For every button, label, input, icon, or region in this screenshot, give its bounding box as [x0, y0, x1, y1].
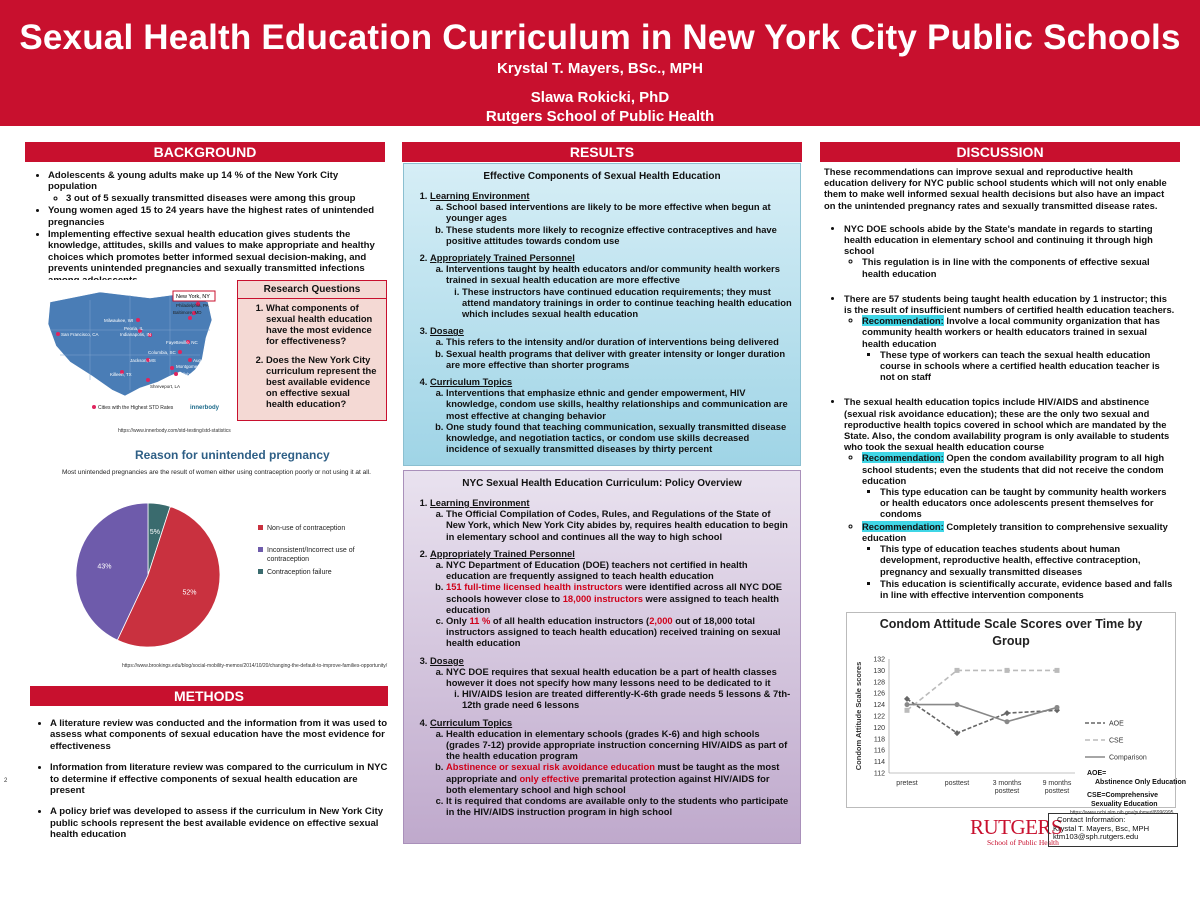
- legend-swatch: [258, 569, 263, 574]
- page-number: 2: [4, 778, 8, 784]
- map-city-label: Jackson, MS: [130, 358, 156, 363]
- research-title: Research Questions: [263, 284, 361, 295]
- research-questions-box: [237, 280, 387, 421]
- x-tick-label: 9 months: [1042, 780, 1072, 787]
- highlight-text: Abstinence or sexual risk avoidance education: [446, 761, 655, 773]
- y-tick-label: 122: [873, 713, 885, 721]
- pie-legend-label: Non-use of contraception: [267, 525, 346, 532]
- chart-note: AOE=: [1087, 770, 1107, 777]
- map-city-label: Peoria, IL: [124, 326, 144, 331]
- discussion-bullet: There are 57 students being taught health education by 1 instructor; this is the result of insufficient numbers of certified health education teachers.: [844, 292, 1175, 316]
- map-city-label: Philadelphia, PA: [176, 303, 209, 308]
- pie-chart: [30, 485, 390, 655]
- policy-text: out of 18,000 total instructors assigned to teach health education) received training on sexual health education: [446, 615, 781, 649]
- policy-text: were assigned to teach health education: [446, 592, 779, 615]
- discussion-detail: ▪ This education is scientifically accurate, evidence based and falls in line with effective intervention components: [880, 578, 1176, 600]
- highlight-text: 11 %: [469, 615, 491, 627]
- rutgers-logo-sub: School of Public Health: [987, 838, 1059, 847]
- effective-topic: Appropriately Trained Personnel: [430, 252, 575, 264]
- recommendation-label: Recommendation:: [862, 315, 944, 327]
- line-series-comparison: [907, 705, 1057, 722]
- highlight-text: 18,000 instructors: [562, 592, 643, 604]
- line-chart-title: Condom Attitude Scale Scores over Time by Group: [879, 617, 1143, 648]
- policy-topic: Learning Environment: [430, 497, 530, 508]
- discussion-text: [824, 166, 1176, 601]
- policy-text: premarital protection against HIV/AIDS for both elementary school and high school: [446, 772, 770, 795]
- us-map-graphic: [30, 280, 230, 428]
- x-tick-label: posttest: [994, 788, 1020, 795]
- x-tick-label: 3 months: [992, 780, 1022, 787]
- chart-note: Sexuality Education: [1091, 801, 1158, 808]
- y-tick-label: 128: [873, 679, 885, 687]
- effective-topic: Learning Environment: [430, 190, 530, 201]
- effective-topic: Dosage: [430, 325, 464, 337]
- background-bullet: • Young women aged 15 to 24 years have the highest rates of unintended pregnancies: [48, 205, 388, 228]
- map-city-label: Indianapolis, IN: [120, 332, 152, 337]
- x-tick-label: posttest: [1044, 788, 1070, 795]
- line-point: [955, 668, 960, 673]
- line-point: [1005, 719, 1010, 724]
- policy-item: [446, 581, 792, 615]
- policy-text: must be taught as the most appropriate and: [446, 761, 780, 784]
- legend-swatch: [258, 547, 263, 552]
- methods-text: [30, 718, 390, 842]
- author-2: Slawa Rokicki, PhD: [530, 89, 670, 106]
- effective-title: Effective Components of Sexual Health Education: [483, 171, 721, 182]
- discussion-sub-bullet: Involve a local community organization that has community health workers or health educators trained in sexual health education: [862, 315, 1160, 349]
- methods-bullet: • Information from literature review was compared to the curriculum in NYC to determine if effective components of sexual health education are present: [50, 762, 390, 796]
- map-legend: Cities with the Highest STD Rates: [98, 405, 174, 411]
- line-legend-label: AOE: [1109, 720, 1124, 728]
- discussion-sub-bullet: ◦ This regulation is in line with the components of effective sexual health education: [862, 256, 1176, 278]
- contact-name: Krystal T. Mayers, Bsc, MPH: [1053, 823, 1150, 833]
- policy-topic: Dosage: [430, 654, 464, 666]
- background-heading: BACKGROUND: [25, 142, 385, 162]
- map-city-label: Baltimore, MD: [173, 310, 202, 315]
- discussion-sub-bullet: Completely transition to comprehensive sexuality education: [862, 520, 1168, 543]
- y-axis-label: Condom Attitude Scale scores: [854, 661, 863, 771]
- rutgers-logo: RUTGERS: [970, 815, 1063, 839]
- pie-legend-label: Inconsistent/Incorrect use of: [267, 547, 355, 554]
- background-text: [28, 170, 388, 287]
- results-heading: RESULTS: [402, 142, 802, 162]
- recommendation-label: Recommendation:: [862, 520, 944, 532]
- effective-item: a. School based interventions are likely to be more effective when begun at younger ages: [446, 201, 792, 223]
- line-point: [1055, 705, 1060, 710]
- line-point: [905, 708, 910, 713]
- line-chart: [847, 651, 1187, 808]
- y-tick-label: 130: [873, 667, 885, 675]
- y-tick-label: 118: [873, 736, 885, 744]
- pie-legend-label: contraception: [267, 556, 310, 563]
- line-legend-label: Comparison: [1109, 754, 1147, 762]
- effective-item: b. One study found that teaching communication, sexually transmitted disease knowledge, and negotiation tactics, or condom use skills decreased incidence of sexually transmitted diseases by thirty percent: [446, 421, 792, 455]
- std-map: [30, 280, 230, 428]
- map-city-label: Shreveport, LA: [150, 384, 181, 389]
- policy-item: c. It is required that condoms are available only to the students who participate in the HIV/AIDS instruction program in high school: [446, 795, 792, 817]
- background-bullet: • Implementing effective sexual health education gives students the knowledge, attitudes, skills and values to make appropriate and healthy choices which promotes better informed sexual decision-making, and prevents unintended pregnancies and sexually transmitted infections: [48, 229, 388, 286]
- discussion-sub-bullet: Open the condom availability program to all high school students; even the students that did not receive the condom education: [862, 452, 1165, 486]
- map-city-label: Columbia, SC: [148, 350, 176, 355]
- map-city-label: Killeen, TX: [110, 372, 132, 377]
- chart-note: CSE=Comprehensive: [1087, 792, 1158, 799]
- highlight-text: 151 full-time licensed health instructors: [446, 581, 623, 593]
- line-point: [1004, 710, 1010, 716]
- poster-title: Sexual Health Education Curriculum in New York City Public Schools: [19, 18, 1181, 57]
- effective-item: a. This refers to the intensity and/or duration of interventions being delivered: [446, 336, 792, 347]
- highlight-text: only effective: [519, 772, 580, 784]
- y-tick-label: 120: [873, 724, 885, 732]
- y-tick-label: 114: [873, 759, 885, 767]
- recommendation-label: Recommendation:: [862, 452, 944, 464]
- line-point: [1005, 668, 1010, 673]
- discussion-detail: ▪ This type education can be taught by community health workers or health educators once adolescents present themselves for condoms: [880, 486, 1176, 520]
- map-city-label: Tallahassee, FL: [178, 372, 210, 377]
- institution: Rutgers School of Public Health: [485, 108, 715, 125]
- policy-item: a. The Official Compilation of Codes, Rules, and Regulations of the State of New York, which New York City abides by, requires health education to begin in elementary school and continues all the way to high school: [446, 508, 792, 542]
- map-city-label: Augusta, GA: [193, 358, 219, 363]
- policy-title: NYC Sexual Health Education Curriculum: Policy Overview: [462, 478, 742, 489]
- map-city-label: Fayetteville, NC: [166, 340, 198, 345]
- policy-text: were identified across all NYC DOE schools however close to: [446, 581, 783, 604]
- line-legend-label: CSE: [1109, 737, 1124, 745]
- methods-heading: METHODS: [30, 686, 388, 706]
- map-city-label: New York, NY: [176, 294, 210, 300]
- policy-item: [446, 761, 792, 795]
- discussion-detail: ▪ These type of workers can teach the sexual health education course in schools where a certified health education teacher is not on staff: [880, 349, 1176, 383]
- policy-topic: Appropriately Trained Personnel: [430, 547, 575, 559]
- y-tick-label: 116: [873, 747, 885, 755]
- line-point: [905, 702, 910, 707]
- line-point: [955, 702, 960, 707]
- discussion-intro: These recommendations can improve sexual and reproductive health education delivery for NYC public school students which will not only enable them to make well informed sexual health decisions but also have an impact on the unintended pregnancy rates and sexually transmitted disease rates.: [824, 166, 1167, 211]
- contact-title: Contact Information:: [1057, 815, 1126, 824]
- discussion-detail: ▪ This type of education teaches students about human development, reproductive health, effective contraception, pregnancy and sexually transmitted diseases: [880, 543, 1176, 577]
- policy-item: [446, 615, 792, 649]
- map-city-label: Milwaukee, WI: [104, 318, 134, 323]
- effective-topic: Curriculum Topics: [430, 376, 513, 388]
- effective-subitem: i. These instructors have continued education requirements; they must attend mandatory trainings in order to continue teaching health education which includes sexual health education: [462, 286, 792, 320]
- map-brand-logo: innerbody: [190, 405, 220, 411]
- effective-item: a. Interventions that emphasize ethnic and gender empowerment, HIV knowledge, condom use skills, healthy relationships and communication are most effective at changing behavior: [446, 387, 792, 421]
- highlight-text: 2,000: [649, 615, 673, 627]
- y-tick-label: 132: [873, 656, 885, 664]
- effective-item: Interventions taught by health educators and/or community health workers trained in sexual health education are more effective: [446, 263, 780, 286]
- line-chart-source: https://www.ncbi.nlm.nih.gov/pubmed/8996995: [1070, 810, 1174, 816]
- y-tick-label: 112: [873, 770, 885, 778]
- contact-box: [1048, 813, 1178, 847]
- map-city-label: Montgomery, AL: [176, 364, 209, 369]
- pie-caption: Most unintended pregnancies are the result of women either using contraception poorly or not using it at all.: [62, 469, 371, 476]
- y-tick-label: 126: [873, 690, 885, 698]
- map-city-label: San Francisco, CA: [61, 332, 99, 337]
- methods-bullet: • A literature review was conducted and the information from it was used to assess what components of sexual education have the most evidence for effectiveness: [50, 718, 390, 752]
- background-bullet: Adolescents & young adults make up 14 % of the New York City population: [48, 170, 339, 193]
- policy-subitem: i. HIV/AIDS lesion are treated differently-K-6th grade needs 5 lessons & 7th-12th grade need 6 lessons: [462, 688, 792, 710]
- author-1: Krystal T. Mayers, BSc., MPH: [497, 60, 703, 77]
- header-banner: [0, 0, 1200, 126]
- condom-attitude-chart: [846, 612, 1187, 808]
- y-tick-label: 124: [873, 702, 885, 710]
- policy-item: a. NYC Department of Education (DOE) teachers not certified in health education are frequently assigned to teach health education: [446, 559, 792, 581]
- legend-swatch: [258, 525, 263, 530]
- discussion-heading: DISCUSSION: [820, 142, 1180, 162]
- pie-chart-title: Reason for unintended pregnancy: [135, 448, 330, 462]
- effective-item: b. Sexual health programs that deliver with greater intensity or longer duration are more effective than shorter programs: [446, 348, 792, 370]
- policy-overview-box: [403, 470, 801, 844]
- policy-item: a. Health education in elementary schools (grades K-6) and high schools (grades 7-12) provide appropriate instruction concerning HIV/AIDS as part of the health education program: [446, 728, 792, 762]
- discussion-bullet: The sexual health education topics include HIV/AIDS and abstinence (sexual risk avoidance education); these are the only two sexual and reproductive health topics covered in school which are mandated by the State. Also, the condom availability program is only available to students who took the sexual health education course: [844, 396, 1170, 453]
- discussion-bullet: NYC DOE schools abide by the State's mandate in regards to starting health education in elementary school and continuing it through high school: [844, 222, 1153, 257]
- contact-email[interactable]: ktm103@sph.rutgers.edu: [1053, 832, 1139, 842]
- research-question: 1. What components of sexual health education have the most evidence for effectiveness?: [266, 302, 380, 346]
- effective-item: b. These students more likely to recognize effective contraceptives and have positive attitudes towards condom use: [446, 224, 792, 246]
- effective-components-box: [403, 163, 801, 466]
- line-point: [1055, 668, 1060, 673]
- pie-legend-label: Contraception failure: [267, 569, 332, 576]
- research-question: 2. Does the New York City curriculum represent the best available evidence on effective sexual health education?: [266, 354, 380, 409]
- policy-topic: Curriculum Topics: [430, 716, 513, 728]
- x-tick-label: posttest: [944, 780, 970, 787]
- pie-value-label: 43%: [97, 563, 112, 571]
- chart-note: Abstinence Only Education: [1095, 779, 1187, 786]
- policy-text: Only: [446, 615, 470, 627]
- pie-value-label: 5%: [149, 528, 161, 536]
- methods-bullet: • A policy brief was developed to assess if the curriculum in New York City public schools represent the best available evidence on effective sexual health education: [50, 806, 390, 840]
- map-source: https://www.innerbody.com/std-testing/std-statistics: [118, 428, 231, 434]
- pie-value-label: 52%: [182, 589, 197, 597]
- background-sub-bullet: ◦ 3 out of 5 sexually transmitted diseases were among this group: [66, 193, 388, 204]
- pie-source: https://www.brookings.edu/blog/social-mobility-memos/2014/10/20/changing-the-default-to-improve-families-opportunity/: [122, 663, 388, 669]
- policy-text: of all health education instructors (: [490, 615, 650, 627]
- policy-item: NYC DOE requires that sexual health education be a part of health classes however it does not specify how many lessons need to be dedicated to it: [446, 665, 777, 689]
- x-tick-label: pretest: [896, 780, 918, 787]
